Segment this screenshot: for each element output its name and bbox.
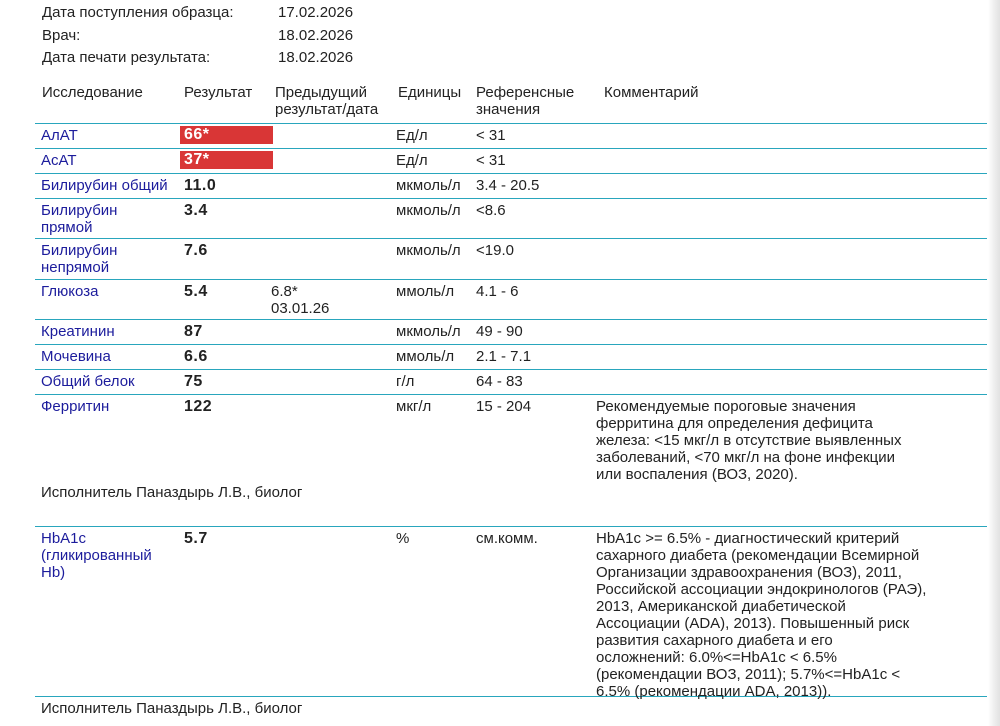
row-separator <box>35 173 987 174</box>
column-result: Результат <box>184 84 253 101</box>
test-name: Мочевина <box>41 348 111 365</box>
column-comment: Комментарий <box>604 84 699 101</box>
test-name: Общий белок <box>41 373 135 390</box>
comment <box>596 398 956 483</box>
comment-line: Российской ассоциации эндокринологов (РАЭ), <box>596 581 927 598</box>
reference-range: 2.1 - 7.1 <box>476 348 532 365</box>
test-name-line2: прямой <box>41 219 93 236</box>
comment-line: осложнений: 6.0%<=HbA1c < 6.5% <box>596 649 837 666</box>
row-separator <box>35 319 987 320</box>
reference-range: <8.6 <box>476 202 506 219</box>
reference-range: 64 - 83 <box>476 373 523 390</box>
test-name-line2: непрямой <box>41 259 110 276</box>
column-reference-line1: Референсные <box>476 84 575 101</box>
test-name: АсАТ <box>41 152 77 169</box>
print-date-label: Дата печати результата: <box>42 49 211 66</box>
row-separator <box>35 394 987 395</box>
units: % <box>396 530 410 547</box>
units: Ед/л <box>396 152 428 169</box>
executor-signature: Исполнитель Паназдырь Л.В., биолог <box>41 700 303 717</box>
test-name <box>41 202 117 236</box>
units: мкмоль/л <box>396 177 461 194</box>
result: 7.6 <box>184 242 208 259</box>
test-name-line1: HbA1c <box>41 530 87 547</box>
row-separator <box>35 123 987 124</box>
sample-date-row <box>42 2 353 25</box>
executor-signature: Исполнитель Паназдырь Л.В., биолог <box>41 484 303 501</box>
row-separator <box>35 279 987 280</box>
sample-info <box>42 2 353 70</box>
previous-value: 6.8* <box>271 283 298 300</box>
units: мкмоль/л <box>396 242 461 259</box>
column-test: Исследование <box>42 84 143 101</box>
test-name-line2: (гликированный <box>41 547 152 564</box>
test-name: Ферритин <box>41 398 110 415</box>
reference-range: 49 - 90 <box>476 323 523 340</box>
test-name <box>41 530 152 581</box>
result: 87 <box>184 323 203 340</box>
sample-date-value: 17.02.2026 <box>278 4 354 21</box>
units: мкмоль/л <box>396 323 461 340</box>
comment-line: (рекомендации ВОЗ, 2011); 5.7%<=HbA1c < <box>596 666 901 683</box>
comment-line: 2013, Американской диабетической <box>596 598 846 615</box>
comment-line: Рекомендуемые пороговые значения <box>596 398 856 415</box>
units: ммоль/л <box>396 348 455 365</box>
comment-line: HbA1c >= 6.5% - диагностический критерий <box>596 530 900 547</box>
result: 5.4 <box>184 283 208 300</box>
result: 6.6 <box>184 348 208 365</box>
units: г/л <box>396 373 415 390</box>
row-separator <box>35 344 987 345</box>
comment-line: 6.5% (рекомендации ADA, 2013)). <box>596 683 832 700</box>
units: мкг/л <box>396 398 432 415</box>
row-separator <box>35 198 987 199</box>
test-name-line3: Hb) <box>41 564 66 581</box>
comment-line: железа: <15 мкг/л в отсутствие выявленных <box>596 432 902 449</box>
comment-line: или воспаления (ВОЗ, 2020). <box>596 466 798 483</box>
result: 122 <box>184 398 213 415</box>
table-header <box>0 84 1000 124</box>
comment-line: Ассоциации (ADA), 2013). Повышенный риск <box>596 615 910 632</box>
column-previous-line2: результат/дата <box>275 101 379 118</box>
doctor-label: Врач: <box>42 26 81 44</box>
comment-line: заболеваний, <70 мкг/л на фоне инфекции <box>596 449 896 466</box>
reference-range: < 31 <box>476 152 506 169</box>
row-separator <box>35 369 987 370</box>
doctor-row <box>42 25 353 48</box>
reference-range: 15 - 204 <box>476 398 532 415</box>
result: 11.0 <box>184 177 217 194</box>
column-reference-line2: значения <box>476 101 541 118</box>
comment-line: ферритина для определения дефицита <box>596 415 873 432</box>
test-name <box>41 242 117 276</box>
row-separator <box>35 526 987 527</box>
result: 75 <box>184 373 203 390</box>
previous-date: 03.01.26 <box>271 300 330 317</box>
test-name: АлАТ <box>41 127 78 144</box>
test-name: Глюкоза <box>41 283 99 300</box>
row-separator <box>35 238 987 239</box>
result: 3.4 <box>184 202 208 219</box>
reference-range: см.комм. <box>476 530 538 547</box>
row-separator <box>35 148 987 149</box>
print-date-value: 18.02.2026 <box>278 49 354 66</box>
print-date-row <box>42 47 353 70</box>
test-name-line1: Билирубин <box>41 202 118 219</box>
comment <box>596 530 956 700</box>
units: мкмоль/л <box>396 202 461 219</box>
result: 5.7 <box>184 530 208 547</box>
column-previous <box>275 84 378 118</box>
test-name-line1: Билирубин <box>41 242 118 259</box>
comment-line: Организации здравоохранения (ВОЗ), 2011, <box>596 564 902 581</box>
comment-line: развития сахарного диабета и его <box>596 632 833 649</box>
result-flagged: 37* <box>180 151 273 169</box>
units: ммоль/л <box>396 283 455 300</box>
doctor-value: 18.02.2026 <box>278 26 354 44</box>
test-name: Билирубин общий <box>41 177 168 194</box>
column-previous-line1: Предыдущий <box>275 84 368 101</box>
previous-result <box>271 283 329 317</box>
result-flagged: 66* <box>180 126 273 144</box>
column-units: Единицы <box>398 84 462 101</box>
test-name: Креатинин <box>41 323 115 340</box>
comment-line: сахарного диабета (рекомендации Всемирной <box>596 547 920 564</box>
reference-range: <19.0 <box>476 242 514 259</box>
reference-range: 3.4 - 20.5 <box>476 177 540 194</box>
sample-date-label: Дата поступления образца: <box>42 4 234 21</box>
column-reference <box>476 84 574 118</box>
reference-range: 4.1 - 6 <box>476 283 519 300</box>
reference-range: < 31 <box>476 127 506 144</box>
units: Ед/л <box>396 127 428 144</box>
